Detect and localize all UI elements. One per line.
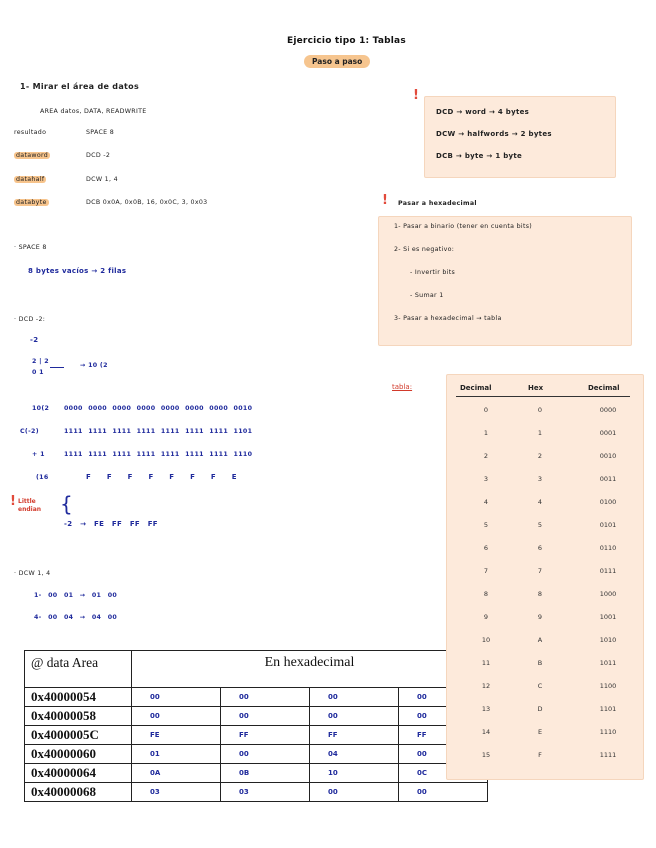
decl-label: resultado [14, 129, 47, 136]
address-cell: 0x40000060 [25, 745, 132, 764]
bin-bits: 0000 0000 0000 0000 0000 0000 0000 0010 [64, 405, 253, 412]
size-line: DCB → byte → 1 byte [436, 152, 523, 160]
value-cell: 00 [221, 707, 310, 726]
tabla-binary-cell: 0110 [599, 544, 617, 552]
tabla-decimal-cell: 14 [481, 728, 491, 736]
tabla-binary-cell: 1011 [599, 659, 617, 667]
bin-label: + 1 [32, 451, 45, 458]
decl-code: DCD -2 [86, 152, 111, 159]
tabla-binary-cell: 0000 [599, 406, 617, 414]
tabla-binary-cell: 1100 [599, 682, 617, 690]
value-cell: 00 [132, 707, 221, 726]
tabla-decimal-cell: 11 [481, 659, 491, 667]
bin-hex: F F F F F F F E [86, 473, 237, 481]
hex-step: 2- Si es negativo: [394, 246, 455, 253]
tabla-hex-cell: E [537, 728, 543, 736]
value-cell: 01 [132, 745, 221, 764]
bin-bits: 1111 1111 1111 1111 1111 1111 1111 1101 [64, 428, 253, 435]
value-cell: 03 [221, 783, 310, 802]
dcd-title: · DCD -2: [14, 316, 46, 323]
value-cell: 04 [310, 745, 399, 764]
tabla-decimal-cell: 4 [483, 498, 489, 506]
address-cell: 0x40000054 [25, 688, 132, 707]
address-cell: 0x4000005C [25, 726, 132, 745]
value-cell: 00 [310, 707, 399, 726]
dcw-title: · DCW 1, 4 [14, 570, 51, 577]
value-cell: 00 [399, 783, 488, 802]
value-cell: 00 [310, 688, 399, 707]
tabla-binary-cell: 1110 [599, 728, 617, 736]
tabla-binary-cell: 0101 [599, 521, 617, 529]
tabla-hex-cell: 6 [537, 544, 543, 552]
size-line: DCD → word → 4 bytes [436, 108, 530, 116]
tabla-decimal-cell: 10 [481, 636, 491, 644]
value-cell: 00 [221, 688, 310, 707]
tabla-decimal-cell: 13 [481, 705, 491, 713]
subtitle-badge: Paso a paso [304, 55, 370, 68]
tabla-header: Decimal [588, 384, 620, 392]
area-line: AREA datos, DATA, READWRITE [40, 108, 147, 115]
tabla-decimal-cell: 5 [483, 521, 489, 529]
table-header-hex: En hexadecimal [132, 651, 488, 688]
tabla-hex-cell: A [537, 636, 543, 644]
decl-code: SPACE 8 [86, 129, 115, 136]
table-row [25, 764, 488, 783]
tabla-label: tabla: [392, 383, 413, 391]
table-row [25, 707, 488, 726]
tabla-hex-cell: 9 [537, 613, 543, 621]
value-cell: 00 [399, 707, 488, 726]
tabla-header-divider [456, 396, 630, 397]
value-cell: 0C [399, 764, 488, 783]
bin-bits: 1111 1111 1111 1111 1111 1111 1111 1110 [64, 451, 253, 458]
size-line: DCW → halfwords → 2 bytes [436, 130, 552, 138]
dcw-row: 4- 00 04 → 04 00 [34, 614, 118, 621]
tabla-binary-cell: 0010 [599, 452, 617, 460]
table-row [25, 783, 488, 802]
tabla-header: Hex [528, 384, 544, 392]
decl-label: databyte [16, 199, 47, 206]
address-cell: 0x40000058 [25, 707, 132, 726]
decl-code: DCW 1, 4 [86, 176, 118, 183]
tabla-decimal-cell: 1 [483, 429, 489, 437]
page-title: Ejercicio tipo 1: Tablas [287, 36, 406, 46]
value-cell: FF [310, 726, 399, 745]
value-cell: FF [221, 726, 310, 745]
little-endian-note: Little endian [18, 498, 42, 513]
tabla-decimal-cell: 9 [483, 613, 489, 621]
bin-label: 10(2 [32, 405, 50, 412]
tabla-hex-cell: 1 [537, 429, 543, 437]
value-cell: 00 [132, 688, 221, 707]
space-line: 8 bytes vacíos → 2 filas [28, 267, 127, 275]
decl-code: DCB 0x0A, 0x0B, 16, 0x0C, 3, 0x03 [86, 199, 208, 206]
hex-steps-title: Pasar a hexadecimal [398, 200, 477, 207]
hex-steps-box [378, 216, 632, 346]
data-area-table [24, 650, 488, 802]
tabla-binary-cell: 1010 [599, 636, 617, 644]
dcw-row: 1- 00 01 → 01 00 [34, 592, 118, 599]
table-row [25, 688, 488, 707]
tabla-hex-cell: D [537, 705, 543, 713]
tabla-binary-cell: 0111 [599, 567, 617, 575]
bin-label: C(-2) [20, 428, 39, 435]
tabla-hex-cell: 8 [537, 590, 543, 598]
tabla-binary-cell: 1111 [599, 751, 617, 759]
address-cell: 0x40000068 [25, 783, 132, 802]
tabla-hex-cell: 5 [537, 521, 543, 529]
little-endian-result: -2 → FE FF FF FF [64, 520, 158, 528]
division-result: → 10 (2 [80, 362, 108, 369]
value-cell: FF [399, 726, 488, 745]
value-cell: 00 [399, 688, 488, 707]
decl-label: dataword [16, 152, 49, 159]
address-cell: 0x40000064 [25, 764, 132, 783]
tabla-decimal-cell: 3 [483, 475, 489, 483]
division-line [50, 367, 64, 368]
decl-label: datahalf [16, 176, 45, 183]
tabla-binary-cell: 1001 [599, 613, 617, 621]
table-header-address: @ data Area [25, 651, 132, 688]
exclamation-icon: ! [382, 193, 388, 208]
tabla-hex-cell: B [537, 659, 543, 667]
space-title: · SPACE 8 [14, 244, 47, 251]
tabla-decimal-cell: 7 [483, 567, 489, 575]
tabla-hex-cell: 4 [537, 498, 543, 506]
brace-icon: { [60, 492, 73, 516]
hex-step: 3- Pasar a hexadecimal → tabla [394, 315, 502, 322]
hex-step: - Invertir bits [410, 269, 456, 276]
dcd-neg: -2 [30, 336, 39, 344]
division-bottom: 0 1 [32, 369, 44, 376]
value-cell: 03 [132, 783, 221, 802]
value-cell: 0A [132, 764, 221, 783]
exclamation-icon: ! [10, 494, 16, 509]
value-cell: 00 [310, 783, 399, 802]
value-cell: FE [132, 726, 221, 745]
division-top: 2 | 2 [32, 358, 49, 365]
tabla-binary-cell: 0001 [599, 429, 617, 437]
hex-step: 1- Pasar a binario (tener en cuenta bits) [394, 223, 533, 230]
tabla-hex-cell: 3 [537, 475, 543, 483]
tabla-binary-cell: 1000 [599, 590, 617, 598]
tabla-binary-cell: 0011 [599, 475, 617, 483]
tabla-hex-cell: 7 [537, 567, 543, 575]
value-cell: 10 [310, 764, 399, 783]
section1-title: 1- Mirar el área de datos [20, 82, 139, 91]
tabla-decimal-cell: 12 [481, 682, 491, 690]
tabla-decimal-cell: 2 [483, 452, 489, 460]
value-cell: 00 [399, 745, 488, 764]
tabla-binary-cell: 1101 [599, 705, 617, 713]
tabla-decimal-cell: 6 [483, 544, 489, 552]
value-cell: 00 [221, 745, 310, 764]
tabla-header: Decimal [460, 384, 492, 392]
tabla-decimal-cell: 15 [481, 751, 491, 759]
hex-step: - Sumar 1 [410, 292, 444, 299]
table-row [25, 726, 488, 745]
tabla-binary-cell: 0100 [599, 498, 617, 506]
value-cell: 0B [221, 764, 310, 783]
tabla-hex-cell: C [537, 682, 543, 690]
table-row [25, 745, 488, 764]
tabla-decimal-cell: 0 [483, 406, 489, 414]
tabla-hex-cell: 0 [537, 406, 543, 414]
tabla-decimal-cell: 8 [483, 590, 489, 598]
tabla-hex-cell: 2 [537, 452, 543, 460]
tabla-hex-cell: F [538, 751, 542, 759]
bin-label: (16 [36, 474, 49, 481]
exclamation-icon: ! [413, 88, 419, 103]
